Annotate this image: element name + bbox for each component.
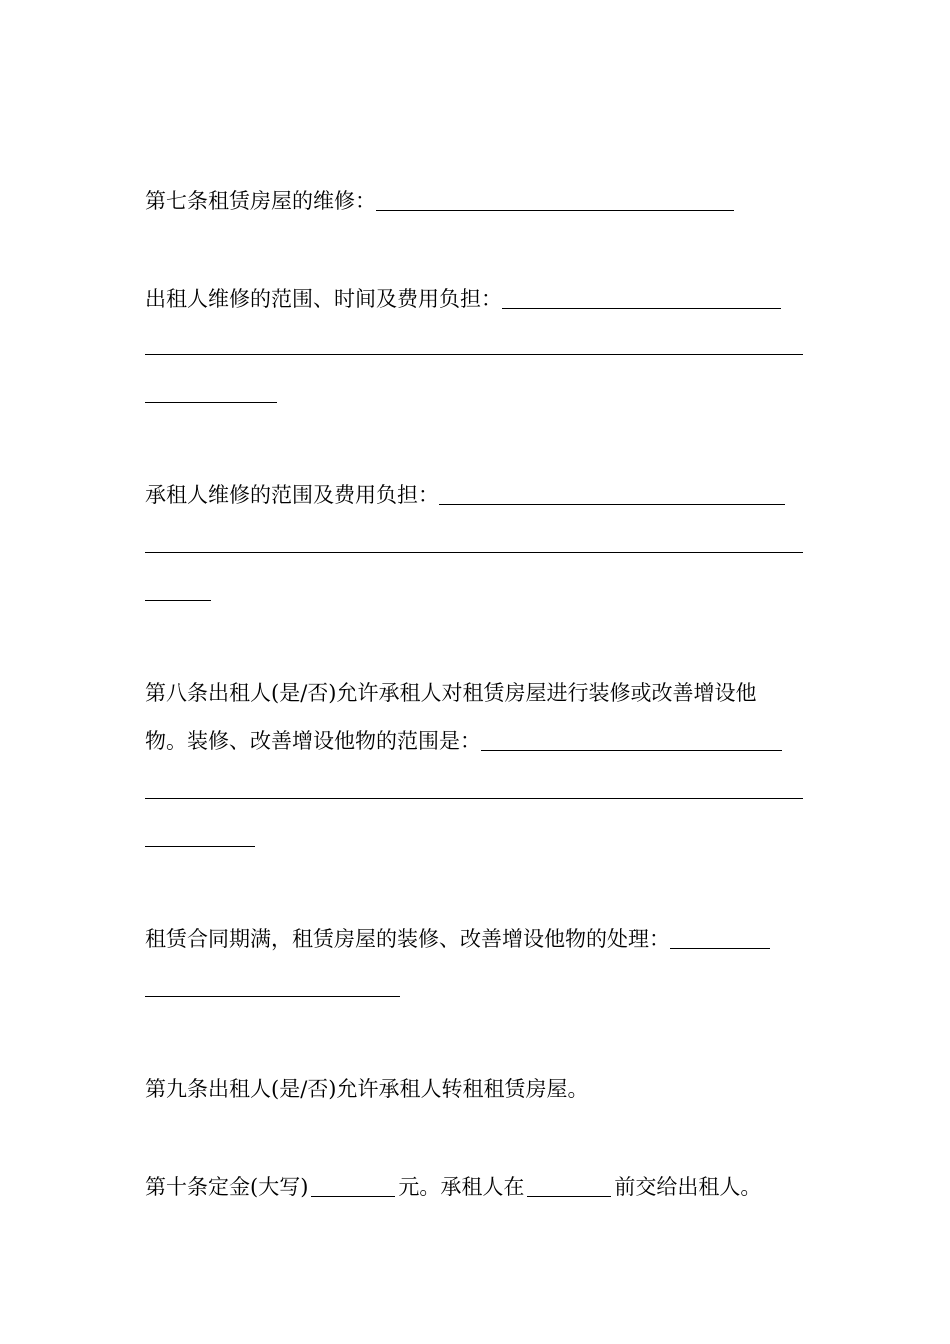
- article9-line: [145, 1074, 588, 1104]
- deposit-date-blank[interactable]: [527, 1196, 611, 1197]
- lessor-repair-blank-1[interactable]: [502, 308, 781, 309]
- lessor-repair-blank-2[interactable]: [145, 354, 803, 355]
- article9-text: 第九条出租人(是/否)允许承租人转租租赁房屋。: [145, 1077, 589, 1101]
- lessee-repair-line-2: [145, 528, 803, 558]
- lessee-repair-line-1: [145, 480, 785, 510]
- lessor-repair-line-3: [145, 378, 277, 408]
- article10-line: [145, 1172, 761, 1202]
- lessee-repair-line-3: [145, 576, 211, 606]
- article8-line-3: [145, 774, 803, 804]
- article10-text-3: 前交给出租人。: [614, 1175, 762, 1199]
- lessee-repair-blank-3[interactable]: [145, 600, 211, 601]
- lessee-repair-blank-1[interactable]: [439, 504, 785, 505]
- article8-blank-2[interactable]: [145, 798, 803, 799]
- article10-text-1: 第十条定金(大写): [145, 1175, 309, 1199]
- lessor-repair-blank-3[interactable]: [145, 402, 277, 403]
- article8-blank-3[interactable]: [145, 846, 255, 847]
- lessor-repair-line-2: [145, 330, 803, 360]
- article10-text-2: 元。承租人在: [398, 1175, 525, 1199]
- article8-line-4: [145, 822, 255, 852]
- article7-blank[interactable]: [376, 210, 734, 211]
- expiry-line-1: [145, 924, 770, 954]
- lessee-repair-blank-2[interactable]: [145, 552, 803, 553]
- expiry-blank-2[interactable]: [145, 996, 400, 997]
- lessor-repair-label: 出租人维修的范围、时间及费用负担：: [145, 287, 502, 311]
- article8-text-2: 物。装修、改善增设他物的范围是：: [145, 729, 481, 753]
- article7-line: [145, 186, 734, 216]
- article8-blank-1[interactable]: [481, 750, 782, 751]
- article8-line-1: [145, 678, 756, 708]
- expiry-blank-1[interactable]: [670, 948, 770, 949]
- expiry-label: 租赁合同期满，租赁房屋的装修、改善增设他物的处理：: [145, 927, 670, 951]
- lessee-repair-label: 承租人维修的范围及费用负担：: [145, 483, 439, 507]
- expiry-line-2: [145, 972, 400, 1002]
- article8-text-1: 第八条出租人(是/否)允许承租人对租赁房屋进行装修或改善增设他: [145, 681, 757, 705]
- article8-line-2: [145, 726, 782, 756]
- lessor-repair-line-1: [145, 284, 781, 314]
- article7-title: 第七条租赁房屋的维修：: [145, 189, 376, 213]
- deposit-amount-blank[interactable]: [311, 1196, 395, 1197]
